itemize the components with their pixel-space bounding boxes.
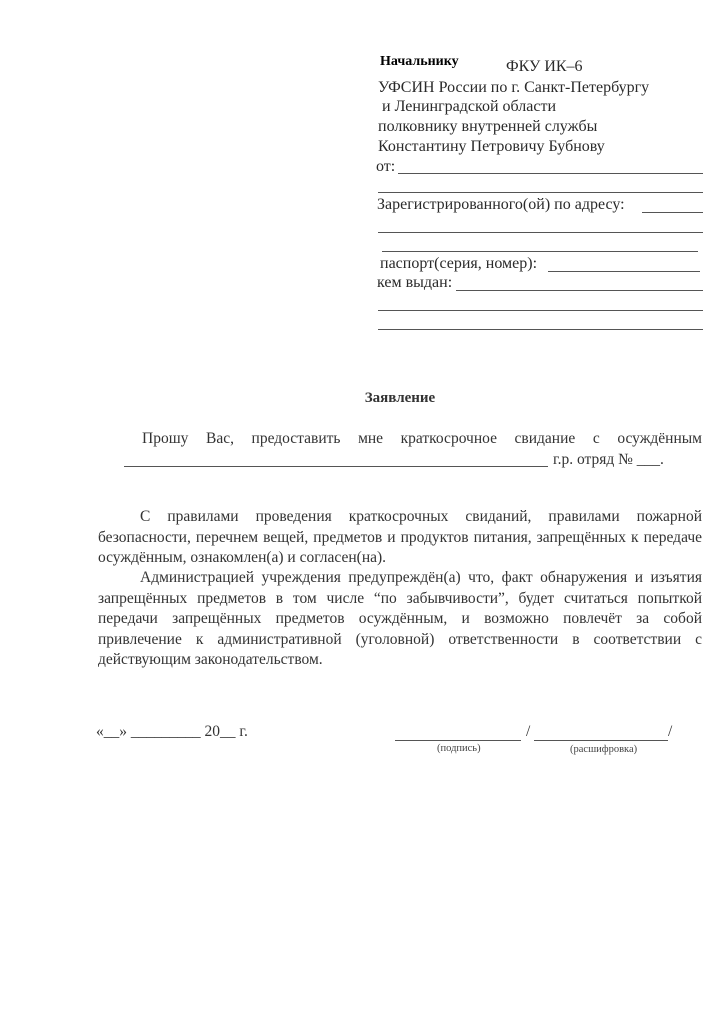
decode-fill-line	[534, 740, 668, 741]
address-label: Зарегистрированного(ой) по адресу:	[377, 196, 625, 213]
warning-paragraph: Администрацией учреждения предупреждён(а) что, факт обнаружения и изъятия запрещённых предметов в том числе “по забывчивости”, будет считаться попыткой передачи запрещённых предметов осуждённым, и возможно повлечёт за собой привлечение к административной (уголовной) ответственности в соответствии с действующим законодательством.	[98, 569, 702, 668]
decode-caption: (расшифровка)	[570, 744, 638, 755]
address-fill-line-2	[378, 232, 703, 233]
header-line-5: Константину Петровичу Бубнову	[378, 138, 605, 155]
recipient-title: Начальнику	[380, 54, 459, 69]
slash-1: /	[526, 723, 531, 740]
header-line-3: и Ленинградской области	[382, 98, 557, 115]
from-fill-line-2	[378, 192, 703, 193]
request-text: Прошу Вас, предоставить мне краткосрочное свидание с осуждённым	[142, 430, 702, 447]
date-field: «__» _________ 20__ г.	[96, 723, 248, 740]
header-line-4: полковнику внутренней службы	[378, 118, 598, 135]
passport-fill-line	[548, 271, 700, 272]
convict-name-fill-line	[124, 466, 548, 467]
issued-fill-line-3	[378, 329, 703, 330]
issued-fill-line-2	[378, 310, 703, 311]
slash-2: /	[668, 723, 673, 740]
request-tail: г.р. отряд № ___.	[553, 451, 664, 468]
signature-fill-line	[395, 740, 521, 741]
signature-caption: (подпись)	[437, 743, 481, 754]
institution-name: ФКУ ИК–6	[506, 58, 583, 75]
from-fill-line	[398, 173, 703, 174]
from-label: от:	[376, 158, 396, 175]
document-title: Заявление	[364, 390, 436, 406]
issued-label: кем выдан:	[377, 274, 453, 291]
header-line-2: УФСИН России по г. Санкт-Петербургу	[378, 79, 650, 96]
address-fill-line	[642, 212, 703, 213]
passport-label: паспорт(серия, номер):	[380, 255, 538, 272]
issued-fill-line	[456, 290, 703, 291]
rules-paragraph: С правилами проведения краткосрочных свиданий, правилами пожарной безопасности, перечнем вещей, предметов и продуктов питания, запрещённых к передаче осуждённым, ознакомлен(а) и согласен(на).	[98, 508, 702, 566]
address-fill-line-3	[382, 251, 698, 252]
